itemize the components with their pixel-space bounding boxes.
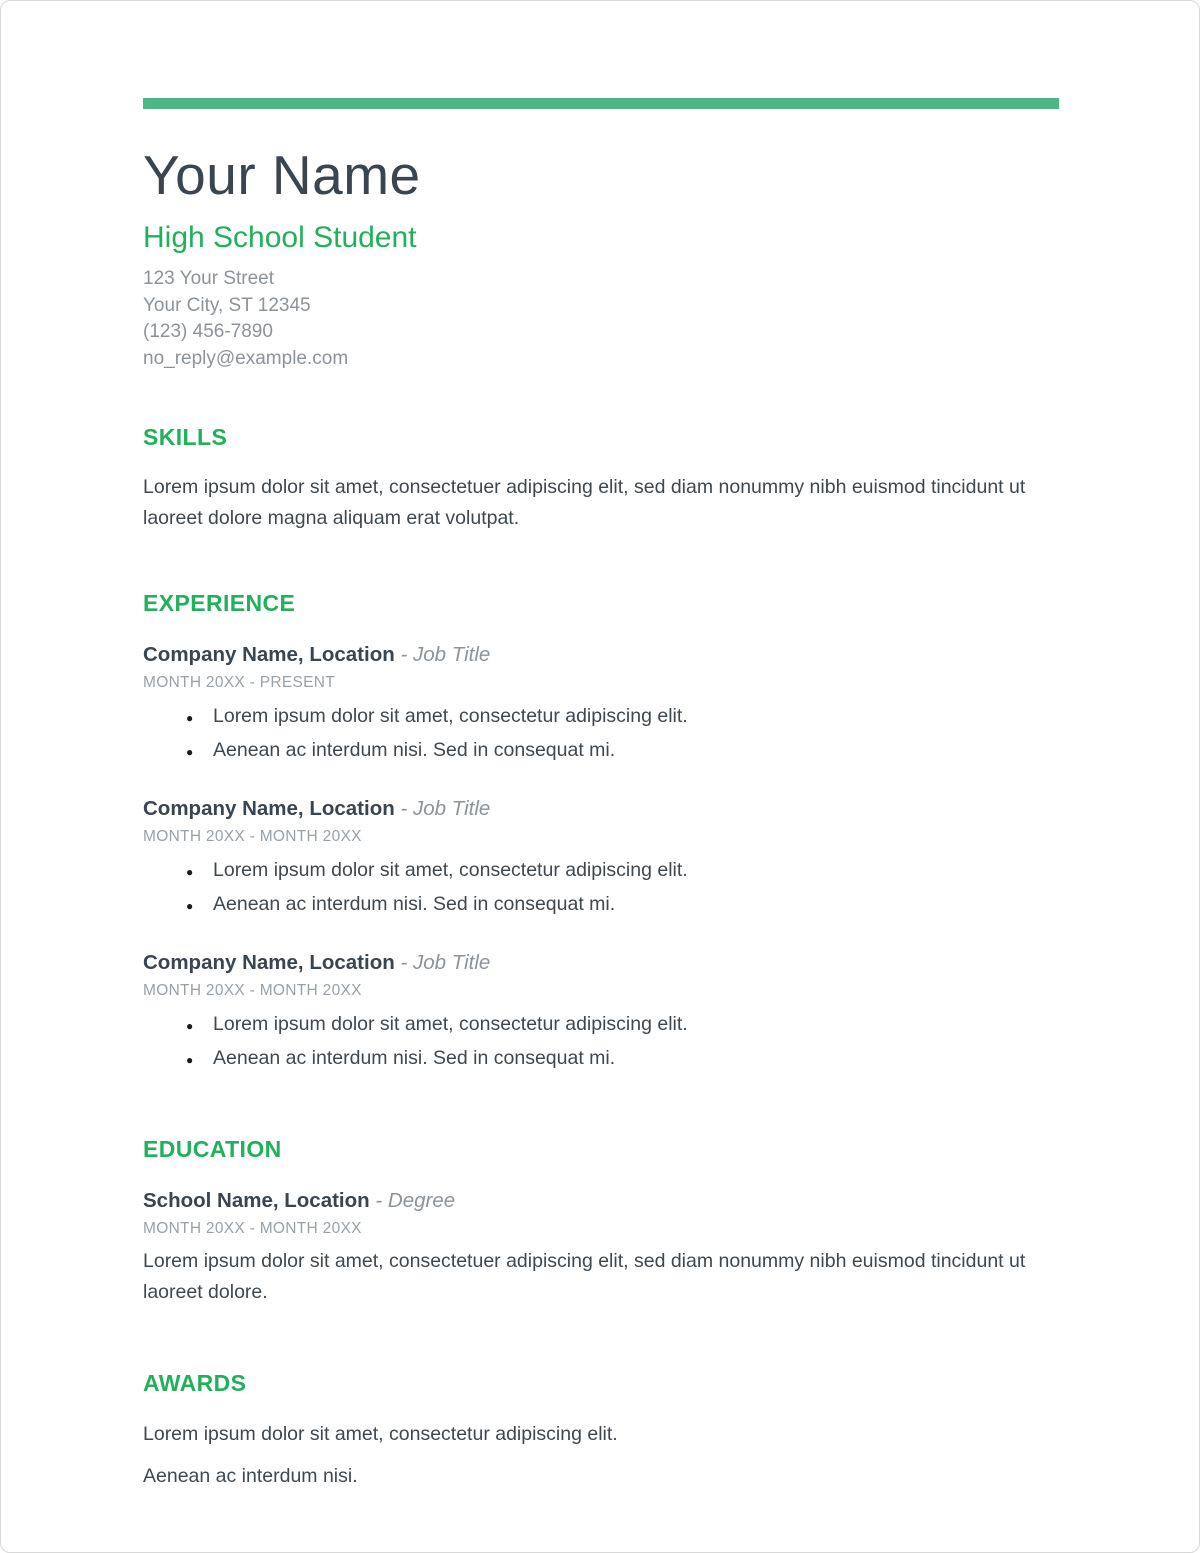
awards-section	[143, 1370, 1059, 1492]
awards-item: Aenean ac interdum nisi.	[143, 1465, 358, 1487]
accent-bar	[143, 98, 1059, 109]
experience-dates: MONTH 20XX - MONTH 20XX	[143, 828, 362, 845]
experience-entry	[143, 643, 1059, 768]
experience-entry-title	[143, 643, 1059, 667]
experience-entry-title	[143, 951, 1059, 975]
list-item	[143, 1009, 1059, 1043]
resume-content	[1, 1, 1199, 1492]
job-title: - Job Title	[400, 797, 491, 820]
bullet-icon: ●	[186, 711, 194, 725]
bullet-text: Lorem ipsum dolor sit amet, consectetur adipiscing elit.	[213, 859, 688, 881]
list-item	[143, 855, 1059, 889]
bullet-text: Lorem ipsum dolor sit amet, consectetur adipiscing elit.	[213, 1013, 688, 1035]
contact-block	[143, 266, 1059, 372]
experience-heading: EXPERIENCE	[143, 590, 296, 616]
list-item	[143, 701, 1059, 735]
person-name: Your Name	[143, 144, 421, 206]
list-item	[143, 1043, 1059, 1077]
job-title: - Job Title	[400, 643, 491, 666]
bullet-text: Aenean ac interdum nisi. Sed in consequat mi.	[213, 892, 616, 915]
company-name: Company Name, Location	[143, 797, 395, 820]
awards-item: Lorem ipsum dolor sit amet, consectetur adipiscing elit.	[143, 1423, 618, 1445]
bullet-icon: ●	[186, 1052, 194, 1067]
skills-heading: SKILLS	[143, 424, 228, 450]
company-name: Company Name, Location	[143, 643, 395, 666]
contact-phone: (123) 456-7890	[143, 321, 273, 342]
list-item	[143, 889, 1059, 923]
list-item	[143, 735, 1059, 769]
bullet-icon: ●	[186, 744, 194, 759]
contact-email: no_reply@example.com	[143, 347, 349, 369]
bullet-text: Aenean ac interdum nisi. Sed in consequat mi.	[213, 1046, 616, 1069]
job-title: - Job Title	[400, 951, 491, 974]
skills-section	[143, 424, 1059, 534]
degree: - Degree	[375, 1189, 456, 1212]
experience-bullet-list	[143, 701, 1059, 768]
education-section	[143, 1136, 1059, 1308]
bullet-icon: ●	[186, 865, 194, 879]
awards-heading: AWARDS	[143, 1370, 247, 1396]
experience-section	[143, 590, 1059, 1076]
person-title: High School Student	[143, 221, 417, 254]
experience-entry	[143, 951, 1059, 1076]
bullet-text: Aenean ac interdum nisi. Sed in consequat mi.	[213, 738, 616, 761]
company-name: Company Name, Location	[143, 951, 395, 974]
education-entry-title	[143, 1189, 1059, 1213]
education-heading: EDUCATION	[143, 1136, 282, 1162]
contact-street: 123 Your Street	[143, 268, 274, 289]
education-dates: MONTH 20XX - MONTH 20XX	[143, 1220, 362, 1237]
education-entry	[143, 1189, 1059, 1308]
experience-bullet-list	[143, 1009, 1059, 1076]
education-text: Lorem ipsum dolor sit amet, consectetuer adipiscing elit, sed diam nonummy nibh euismod tincidunt ut laoreet dolore.	[143, 1250, 1026, 1303]
experience-entry	[143, 797, 1059, 922]
skills-text: Lorem ipsum dolor sit amet, consectetuer adipiscing elit, sed diam nonummy nibh euismod tincidunt ut laoreet dolore magna aliquam erat volutpat.	[143, 476, 1026, 529]
bullet-icon: ●	[186, 898, 194, 913]
bullet-icon: ●	[186, 1019, 194, 1033]
experience-bullet-list	[143, 855, 1059, 922]
experience-dates: MONTH 20XX - PRESENT	[143, 674, 336, 691]
contact-city: Your City, ST 12345	[143, 294, 311, 316]
school-name: School Name, Location	[143, 1189, 370, 1212]
experience-dates: MONTH 20XX - MONTH 20XX	[143, 982, 362, 999]
experience-entry-title	[143, 797, 1059, 821]
bullet-text: Lorem ipsum dolor sit amet, consectetur adipiscing elit.	[213, 705, 688, 727]
